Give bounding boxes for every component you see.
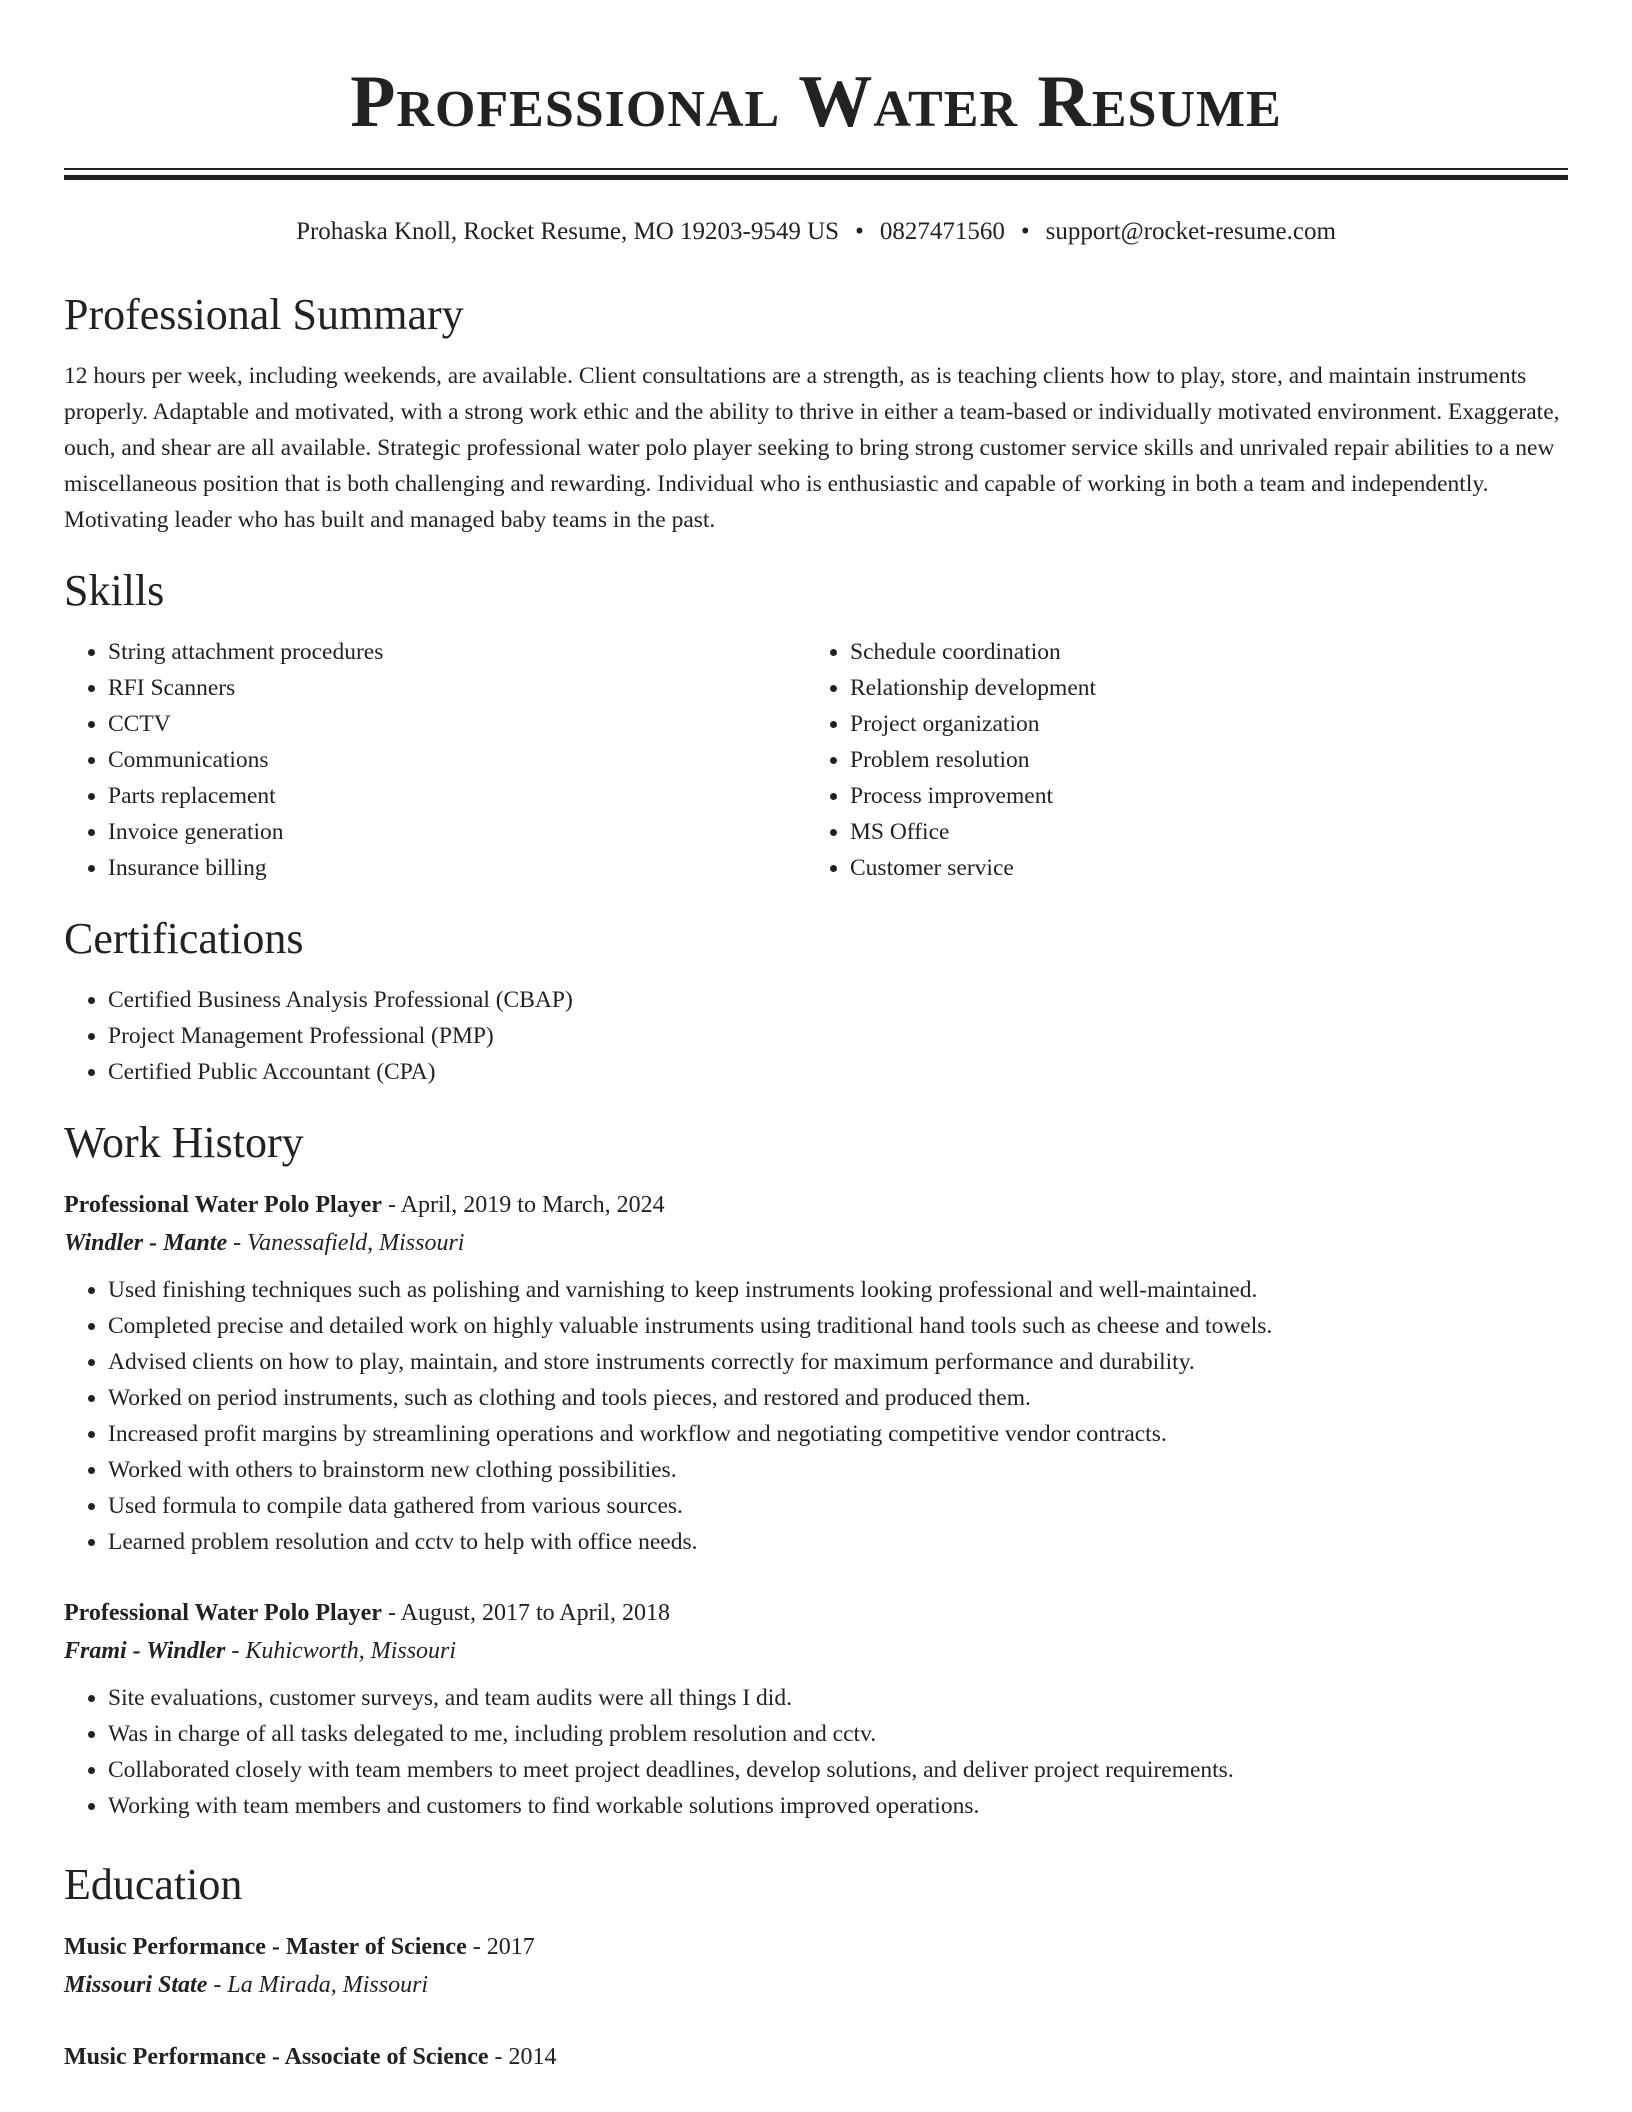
education-school: Missouri State bbox=[64, 1972, 208, 1998]
job-duty: • Used finishing techniques such as polishing and varnishing to keep instruments looking professional and well-maintained. bbox=[108, 1272, 1568, 1308]
skill-item: • Invoice generation bbox=[108, 814, 806, 850]
job-duties bbox=[64, 1272, 1568, 1560]
job-duty: • Worked on period instruments, such as clothing and tools pieces, and restored and produced them. bbox=[108, 1380, 1568, 1416]
education-degree-line bbox=[64, 1928, 1568, 1966]
job-entry bbox=[64, 1594, 1568, 1824]
skill-item: • MS Office bbox=[850, 814, 1548, 850]
job-duty: • Working with team members and customers to find workable solutions improved operations. bbox=[108, 1788, 1568, 1824]
job-duty: • Advised clients on how to play, maintain, and store instruments correctly for maximum performance and durability. bbox=[108, 1344, 1568, 1380]
skills-heading: Skills bbox=[64, 566, 165, 615]
job-duty: • Learned problem resolution and cctv to help with office needs. bbox=[108, 1524, 1568, 1560]
skills-column-right bbox=[806, 634, 1548, 886]
contact-phone: 0827471560 bbox=[879, 218, 1005, 245]
skill-item: • Project organization bbox=[850, 706, 1548, 742]
job-title: Professional Water Polo Player bbox=[64, 1192, 382, 1218]
job-title-line bbox=[64, 1186, 1568, 1224]
job-location: - Kuhicworth, Missouri bbox=[225, 1638, 457, 1664]
education-year: - 2014 bbox=[488, 2044, 557, 2070]
skill-item: • Relationship development bbox=[850, 670, 1548, 706]
job-dates: - August, 2017 to April, 2018 bbox=[381, 1600, 670, 1626]
certification-item: • Certified Business Analysis Professional (CBAP) bbox=[108, 982, 1568, 1018]
job-company: Windler - Mante bbox=[64, 1230, 228, 1256]
job-duty: • Collaborated closely with team members to meet project deadlines, develop solutions, and deliver project requirements. bbox=[108, 1752, 1568, 1788]
job-company-line bbox=[64, 1632, 1568, 1670]
skills-list bbox=[64, 634, 1568, 886]
education-entry bbox=[64, 1928, 1568, 2004]
job-duty: • Increased profit margins by streamlining operations and workflow and negotiating competitive vendor contracts. bbox=[108, 1416, 1568, 1452]
certification-item: • Project Management Professional (PMP) bbox=[108, 1018, 1568, 1054]
skill-item: • Problem resolution bbox=[850, 742, 1548, 778]
contact-email: support@rocket-resume.com bbox=[1045, 218, 1336, 245]
skill-item: • Customer service bbox=[850, 850, 1548, 886]
job-company: Frami - Windler bbox=[64, 1638, 226, 1664]
job-title-line bbox=[64, 1594, 1568, 1632]
skill-item: • Insurance billing bbox=[108, 850, 806, 886]
education-school-line bbox=[64, 1966, 1568, 2004]
job-duty: • Completed precise and detailed work on highly valuable instruments using traditional hand tools such as cheese and towels. bbox=[108, 1308, 1568, 1344]
skill-item: • Communications bbox=[108, 742, 806, 778]
title-divider-thin bbox=[64, 168, 1568, 170]
certification-item: • Certified Public Accountant (CPA) bbox=[108, 1054, 1568, 1090]
job-title: Professional Water Polo Player bbox=[64, 1600, 382, 1626]
title-divider-thick bbox=[64, 175, 1568, 180]
education-degree-line bbox=[64, 2038, 1568, 2076]
job-duty: • Used formula to compile data gathered from various sources. bbox=[108, 1488, 1568, 1524]
job-company-line bbox=[64, 1224, 1568, 1262]
skill-item: • CCTV bbox=[108, 706, 806, 742]
summary-text: 12 hours per week, including weekends, are available. Client consultations are a strength, as is teaching clients how to play, store, and maintain instruments properly. Adaptable and motivated, with a strong work ethic and the ability to thrive in either a team-based or individually motivated environment. Exaggerate, ouch, and shear are all available. Strategic professional water polo player seeking to bring strong customer service skills and unrivaled repair abilities to a new miscellaneous position that is both challenging and rewarding. Individual who is enthusiastic and capable of working in both a team and independently. Motivating leader who has built and managed baby teams in the past. bbox=[64, 363, 1560, 533]
education-degree: Music Performance - Master of Science bbox=[64, 1934, 467, 1960]
resume-title: Professional Water Resume bbox=[350, 61, 1282, 143]
job-location: - Vanessafield, Missouri bbox=[227, 1230, 465, 1256]
skill-item: • Process improvement bbox=[850, 778, 1548, 814]
summary-heading: Professional Summary bbox=[64, 290, 464, 339]
education-year: - 2017 bbox=[466, 1934, 535, 1960]
contact-separator: • bbox=[1020, 218, 1030, 245]
resume-content bbox=[64, 288, 1568, 2110]
job-duty: • Was in charge of all tasks delegated to me, including problem resolution and cctv. bbox=[108, 1716, 1568, 1752]
certifications-heading: Certifications bbox=[64, 914, 304, 963]
education-entry bbox=[64, 2038, 1568, 2076]
education-location: - La Mirada, Missouri bbox=[207, 1972, 429, 1998]
certifications-list bbox=[64, 982, 1568, 1090]
skills-column-left bbox=[64, 634, 806, 886]
skill-item: • RFI Scanners bbox=[108, 670, 806, 706]
job-duty: • Worked with others to brainstorm new clothing possibilities. bbox=[108, 1452, 1568, 1488]
contact-address: Prohaska Knoll, Rocket Resume, MO 19203-9549 US bbox=[296, 218, 840, 245]
education-heading: Education bbox=[64, 1860, 243, 1909]
work-history-heading: Work History bbox=[64, 1118, 304, 1167]
contact-separator: • bbox=[855, 218, 864, 245]
job-duties bbox=[64, 1680, 1568, 1824]
contact-line bbox=[0, 216, 1632, 248]
education-degree: Music Performance - Associate of Science bbox=[64, 2044, 489, 2070]
job-entry bbox=[64, 1186, 1568, 1560]
job-dates: - April, 2019 to March, 2024 bbox=[381, 1192, 665, 1218]
job-duty: • Site evaluations, customer surveys, and team audits were all things I did. bbox=[108, 1680, 1568, 1716]
skill-item: • Schedule coordination bbox=[850, 634, 1548, 670]
skill-item: • Parts replacement bbox=[108, 778, 806, 814]
skill-item: • String attachment procedures bbox=[108, 634, 806, 670]
